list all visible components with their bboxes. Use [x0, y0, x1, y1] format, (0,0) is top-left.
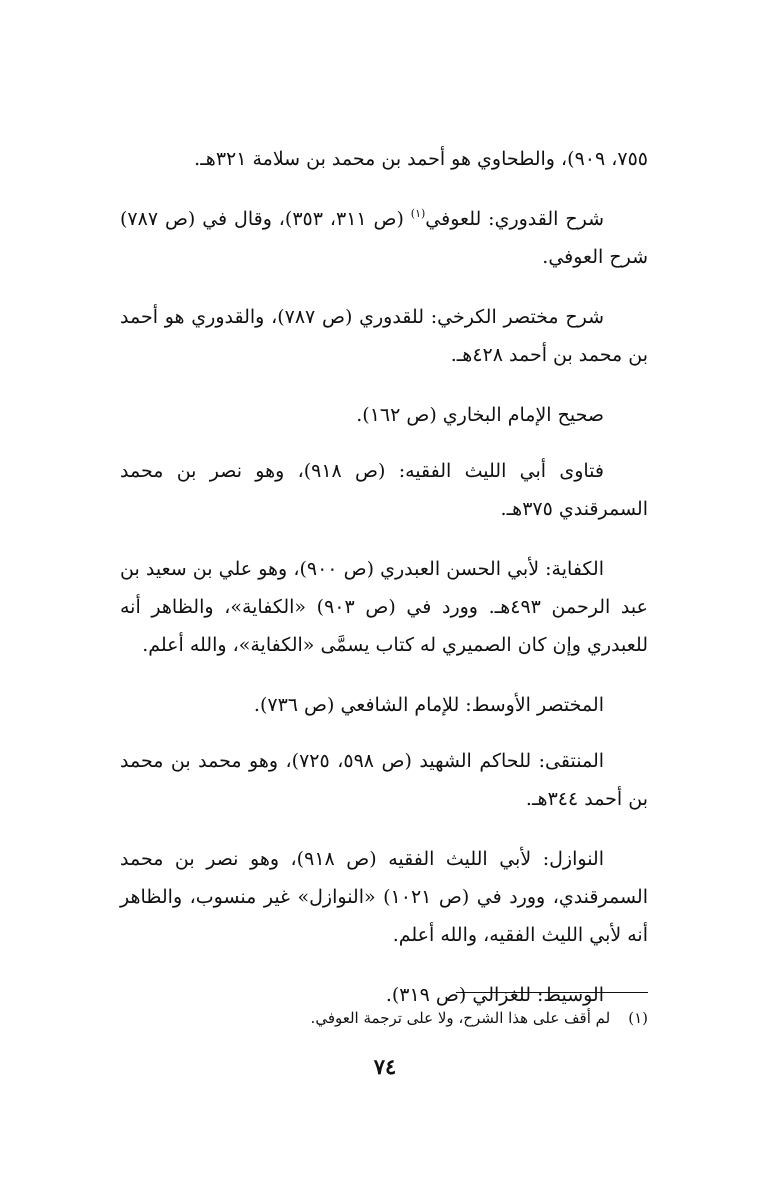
footnote-divider — [456, 992, 648, 993]
paragraph-sahih-al-bukhari: صحيح الإمام البخاري (ص ١٦٢). — [356, 404, 604, 426]
footnote — [120, 1006, 648, 1030]
paragraph-continuation: ٧٥٥، ٩٠٩)، والطحاوي هو أحمد بن محمد بن سلامة ٣٢١هـ. — [194, 148, 648, 170]
paragraph-al-muntaqa: المنتقى: للحاكم الشهيد (ص ٥٩٨، ٧٢٥)، وهو محمد بن محمد بن أحمد ٣٤٤هـ. — [120, 750, 648, 810]
paragraph-al-wasit: الوسيط: للغزالي (ص ٣١٩). — [385, 984, 604, 1006]
page-body — [120, 140, 648, 1036]
paragraph-sharh-al-quduri — [120, 200, 648, 276]
paragraph-al-kifaya: الكفاية: لأبي الحسن العبدري (ص ٩٠٠)، وهو علي بن سعيد بن عبد الرحمن ٤٩٣هـ. وورد في (ص ٩٠٣) «الكفاية»، والظاهر أنه للعبدري وإن كان الصميري له كتاب يسمَّى «الكفاية»، والله أعلم. — [120, 558, 648, 656]
paragraph-al-mukhtasar-al-awsat: المختصر الأوسط: للإمام الشافعي (ص ٧٣٦). — [253, 694, 604, 716]
paragraph-text-after-ref: (ص ٣١١، ٣٥٣)، وقال في (ص ٧٨٧) شرح العوفي. — [120, 208, 648, 268]
paragraph-sharh-mukhtasar-al-karkhi: شرح مختصر الكرخي: للقدوري (ص ٧٨٧)، والقدوري هو أحمد بن محمد بن أحمد ٤٢٨هـ. — [120, 306, 648, 366]
paragraph-fatawa-abi-al-layth: فتاوى أبي الليث الفقيه: (ص ٩١٨)، وهو نصر بن محمد السمرقندي ٣٧٥هـ. — [120, 460, 648, 520]
page-number: ٧٤ — [373, 1054, 397, 1079]
footnote-marker: (١) — [628, 1009, 648, 1027]
footnote-text: لم أقف على هذا الشرح، ولا على ترجمة العوفي. — [310, 1009, 611, 1027]
paragraph-al-nawazil: النوازل: لأبي الليث الفقيه (ص ٩١٨)، وهو نصر بن محمد السمرقندي، وورد في (ص ١٠٢١) «النوازل» غير منسوب، والظاهر أنه لأبي الليث الفقيه، والله أعلم. — [120, 848, 648, 946]
paragraph-text-before-ref: شرح القدوري: للعوفي — [425, 208, 605, 230]
footnote-reference[interactable]: (١) — [410, 207, 426, 220]
